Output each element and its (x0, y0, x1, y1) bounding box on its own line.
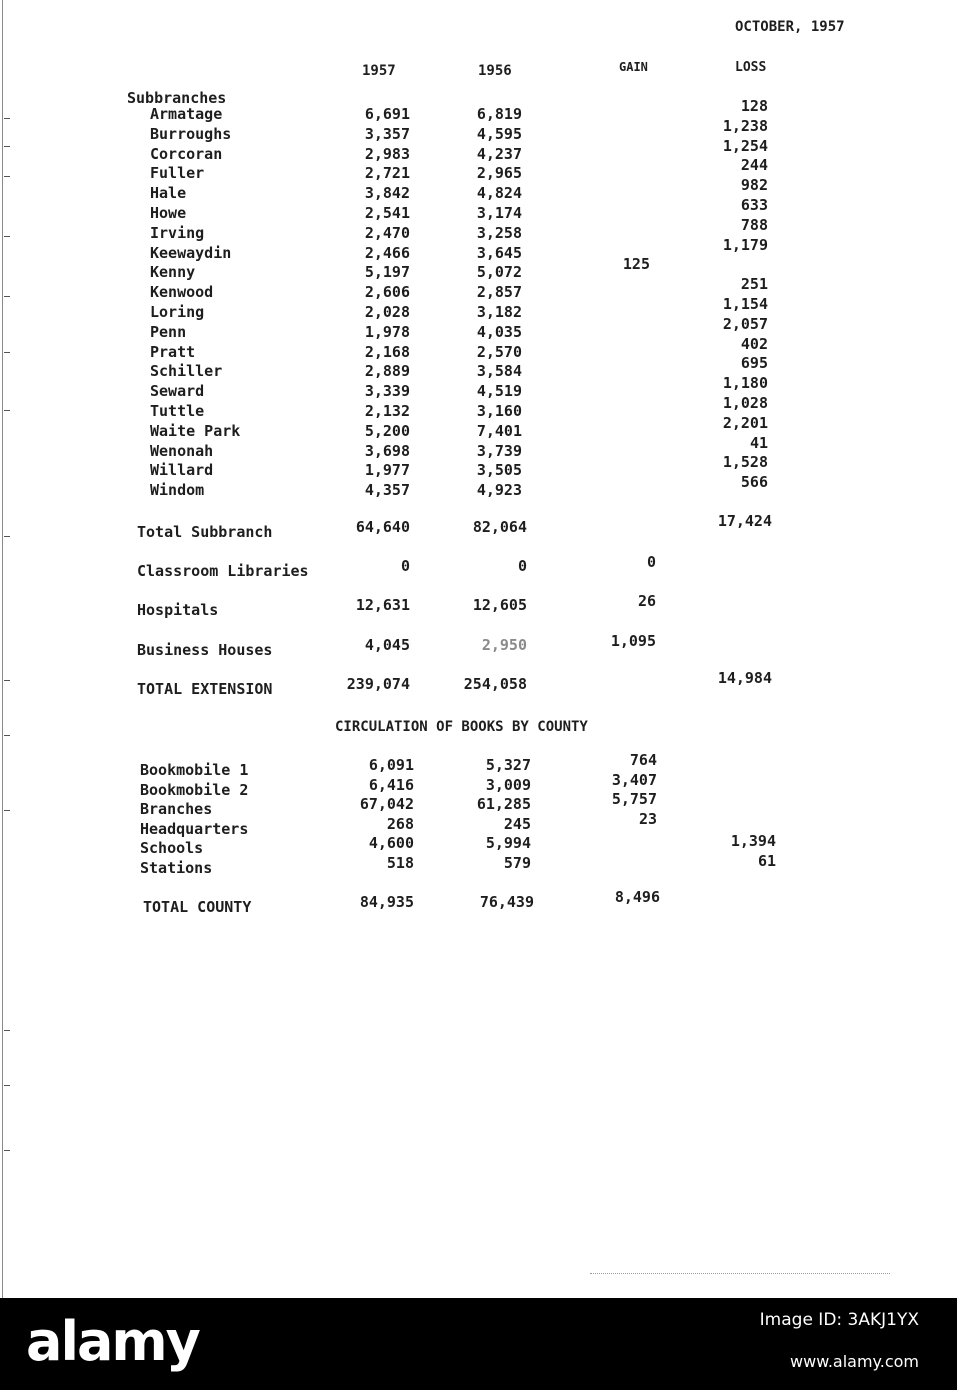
subbranch-gain: 125 (622, 255, 650, 274)
subbranch-value-1956: 3,505 (476, 461, 522, 480)
county-name: Branches (140, 800, 213, 819)
subbranch-name: Fuller (150, 164, 205, 183)
county-value-1957: 268 (386, 814, 414, 833)
subbranch-value-1956: 3,645 (476, 243, 522, 262)
page-bottom-dotted-line (590, 1273, 890, 1274)
subbranch-loss: 1,028 (722, 394, 768, 412)
subbranch-value-1957: 1,978 (364, 322, 410, 341)
summary-name: Hospitals (137, 601, 219, 619)
county-name: Bookmobile 1 (140, 761, 249, 779)
subbranch-name: Kenwood (150, 283, 214, 302)
subbranch-value-1957: 3,698 (364, 441, 410, 460)
subbranch-value-1956: 2,857 (476, 283, 522, 302)
subbranch-name: Penn (150, 322, 187, 341)
subbranch-loss: 41 (749, 433, 768, 452)
subbranch-name: Pratt (150, 342, 196, 361)
subbranch-value-1957: 3,842 (364, 184, 410, 203)
summary-value-1956: 2,950 (481, 636, 527, 654)
subbranch-value-1956: 6,819 (476, 105, 522, 123)
county-loss: 61 (757, 852, 776, 870)
summary-value-1956: 82,064 (472, 518, 527, 536)
subbranch-loss: 2,057 (722, 314, 768, 333)
county-value-1957: 518 (386, 854, 414, 872)
subbranch-name: Keewaydin (150, 243, 232, 262)
subbranch-loss: 982 (740, 176, 768, 195)
county-value-1956: 5,327 (485, 756, 531, 774)
subbranch-name: Hale (150, 184, 187, 203)
county-value-1957: 67,042 (359, 795, 414, 814)
subbranch-value-1957: 2,983 (364, 144, 410, 163)
subbranch-name: Tuttle (150, 402, 205, 420)
subbranch-value-1956: 7,401 (476, 421, 522, 440)
summary-value-1957: 0 (400, 557, 410, 575)
summary-value-1956: 12,605 (472, 596, 527, 614)
subbranch-value-1957: 2,541 (364, 204, 410, 222)
county-gain: 5,757 (611, 790, 657, 809)
summary-gain: 26 (637, 592, 656, 610)
subbranch-value-1956: 3,174 (476, 204, 522, 222)
subbranch-value-1957: 3,357 (364, 124, 410, 143)
subbranch-loss: 695 (740, 354, 768, 373)
subbranch-value-1957: 2,466 (364, 243, 410, 262)
subbranch-loss: 1,154 (722, 295, 768, 313)
subbranch-value-1956: 4,035 (476, 322, 522, 341)
summary-value-1956: 0 (517, 557, 527, 575)
subbranch-value-1956: 3,584 (476, 362, 522, 381)
subbranch-value-1956: 2,570 (476, 342, 522, 361)
subbranch-value-1957: 3,339 (364, 382, 410, 401)
county-total-name: TOTAL COUNTY (143, 898, 252, 916)
column-header-1957: 1957 (362, 63, 396, 79)
subbranch-value-1957: 2,028 (364, 303, 410, 321)
subbranch-value-1957: 2,721 (364, 164, 410, 183)
subbranch-name: Kenny (150, 263, 196, 282)
subbranch-name: Loring (150, 303, 205, 321)
subbranch-loss: 633 (740, 196, 768, 214)
county-value-1956: 245 (503, 814, 531, 833)
subbranches-heading: Subbranches (127, 89, 227, 107)
summary-gain: 0 (646, 553, 656, 571)
subbranch-value-1957: 6,691 (364, 105, 410, 123)
watermark-url: www.alamy.com (790, 1352, 919, 1371)
subbranch-name: Willard (150, 461, 214, 480)
county-gain: 23 (638, 809, 657, 828)
county-value-1957: 6,416 (368, 775, 414, 794)
subbranch-loss: 1,528 (722, 453, 768, 472)
subbranch-value-1957: 2,470 (364, 223, 410, 242)
county-value-1957: 6,091 (368, 756, 414, 774)
subbranch-loss: 244 (740, 156, 768, 175)
subbranch-value-1956: 4,824 (476, 184, 522, 203)
subbranch-value-1957: 2,132 (364, 402, 410, 420)
watermark-brand: alamy (26, 1310, 199, 1373)
county-value-1957: 4,600 (368, 834, 414, 853)
county-heading: CIRCULATION OF BOOKS BY COUNTY (335, 719, 588, 735)
subbranch-name: Schiller (150, 362, 223, 381)
subbranch-name: Burroughs (150, 124, 232, 143)
subbranch-loss: 1,180 (722, 374, 768, 393)
county-total-1957: 84,935 (359, 893, 414, 911)
column-header-1956: 1956 (478, 63, 512, 79)
subbranch-value-1957: 5,197 (364, 263, 410, 282)
page-left-edge (2, 0, 9, 1298)
subbranch-name: Seward (150, 382, 205, 401)
subbranch-loss: 788 (740, 215, 768, 234)
subbranch-value-1956: 2,965 (476, 164, 522, 183)
summary-value-1957: 64,640 (355, 518, 410, 536)
subbranch-name: Irving (150, 223, 205, 242)
summary-name: Classroom Libraries (137, 562, 309, 580)
county-value-1956: 3,009 (485, 775, 531, 794)
subbranch-value-1957: 2,168 (364, 342, 410, 361)
county-name: Headquarters (140, 819, 249, 838)
subbranch-value-1956: 4,519 (476, 382, 522, 401)
subbranch-loss: 1,238 (722, 116, 768, 135)
subbranch-name: Corcoran (150, 144, 223, 163)
subbranch-value-1957: 1,977 (364, 461, 410, 480)
county-total-gain: 8,496 (614, 888, 660, 906)
column-header-loss: LOSS (735, 60, 767, 75)
county-value-1956: 5,994 (485, 834, 531, 853)
subbranch-loss: 566 (740, 473, 768, 492)
county-loss: 1,394 (730, 832, 776, 851)
county-value-1956: 579 (503, 854, 531, 872)
summary-loss: 17,424 (717, 512, 772, 530)
subbranch-loss: 402 (740, 334, 768, 353)
column-header-gain: GAIN (619, 60, 648, 74)
county-gain: 764 (629, 751, 657, 769)
county-value-1956: 61,285 (476, 795, 531, 814)
subbranch-value-1957: 2,606 (364, 283, 410, 302)
subbranch-value-1956: 4,923 (476, 481, 522, 500)
subbranch-value-1956: 5,072 (476, 263, 522, 282)
subbranch-value-1957: 2,889 (364, 362, 410, 381)
subbranch-value-1956: 4,595 (476, 124, 522, 143)
subbranch-loss: 2,201 (722, 413, 768, 432)
subbranch-loss: 1,179 (722, 235, 768, 254)
summary-name: Business Houses (137, 641, 273, 659)
subbranch-name: Armatage (150, 105, 223, 123)
summary-value-1957: 239,074 (346, 675, 410, 693)
summary-gain: 1,095 (610, 632, 656, 650)
subbranch-value-1957: 5,200 (364, 421, 410, 440)
subbranch-value-1956: 3,258 (476, 223, 522, 242)
county-name: Schools (140, 839, 204, 858)
summary-value-1957: 4,045 (364, 636, 410, 654)
summary-value-1957: 12,631 (355, 596, 410, 614)
subbranch-name: Wenonah (150, 441, 214, 460)
summary-loss: 14,984 (717, 669, 772, 687)
subbranch-name: Windom (150, 481, 205, 500)
subbranch-value-1957: 4,357 (364, 481, 410, 500)
subbranch-loss: 128 (740, 97, 768, 115)
summary-name: Total Subbranch (137, 523, 273, 541)
summary-name: TOTAL EXTENSION (137, 680, 273, 698)
subbranch-value-1956: 3,739 (476, 441, 522, 460)
subbranch-value-1956: 3,160 (476, 402, 522, 420)
county-name: Stations (140, 859, 213, 877)
county-gain: 3,407 (611, 770, 657, 789)
county-total-1956: 76,439 (479, 893, 534, 911)
watermark-image-id: Image ID: 3AKJ1YX (759, 1310, 919, 1330)
county-name: Bookmobile 2 (140, 780, 249, 799)
subbranch-name: Howe (150, 204, 187, 222)
subbranch-loss: 251 (740, 275, 768, 294)
summary-value-1956: 254,058 (463, 675, 527, 693)
report-date: OCTOBER, 1957 (735, 19, 845, 35)
subbranch-name: Waite Park (150, 421, 241, 440)
subbranch-value-1956: 3,182 (476, 303, 522, 321)
subbranch-loss: 1,254 (722, 136, 768, 155)
subbranch-value-1956: 4,237 (476, 144, 522, 163)
